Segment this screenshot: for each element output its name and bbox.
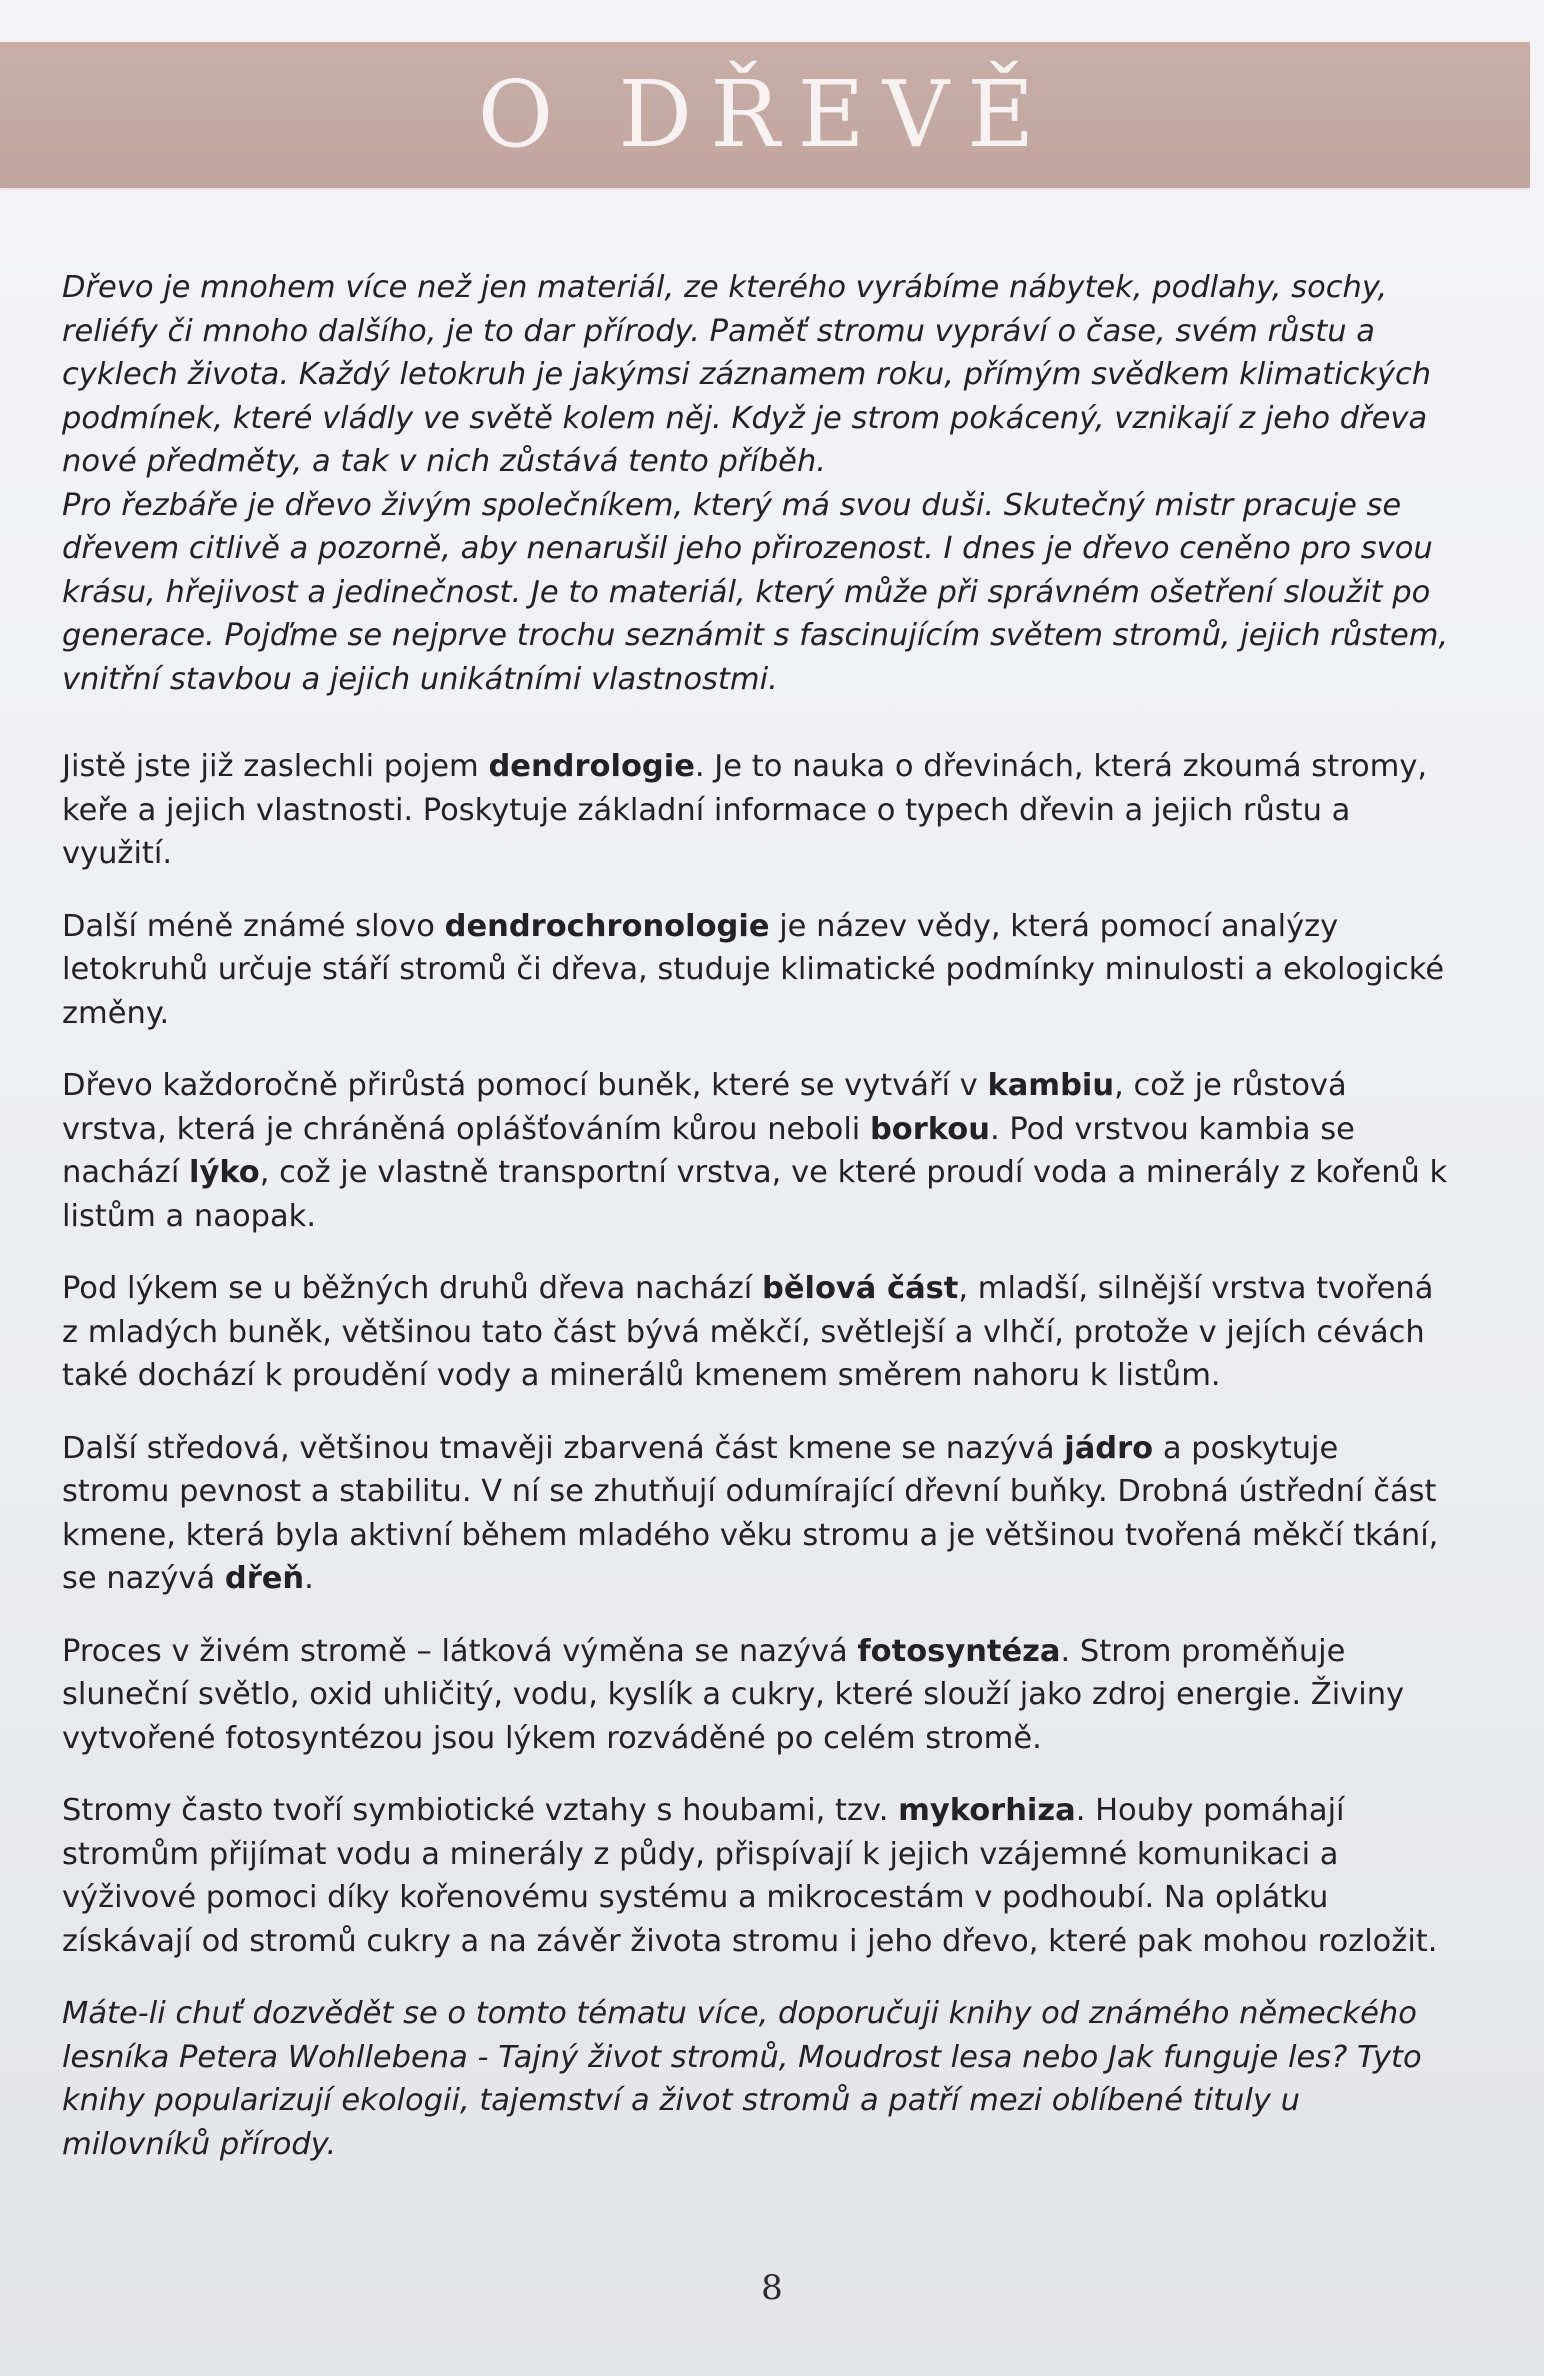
body-paragraph-kambium: [62, 1064, 1454, 1238]
paragraph-text: Pod lýkem se u běžných druhů dřeva nachází: [62, 1271, 762, 1306]
title-banner: [0, 42, 1530, 188]
paragraph-text: , mladší, silnější vrstva tvořená z mladých buněk, většinou tato část bývá měkčí, světlejší a vlhčí, protože v jejích cévách také dochází k proudění vody a minerálů kmenem směrem nahoru k listům.: [62, 1271, 1434, 1393]
paragraph-text: . Houby pomáhají stromům přijímat vodu a minerály z půdy, přispívají k jejich vzájemné komunikaci a výživové pomoci díky kořenovému systému a mikrocestám v podhoubí. Na oplátku získávají od stromů cukry a na závěr života stromu i jeho dřevo, které pak mohou rozložit.: [62, 1793, 1438, 1959]
body-paragraph-fotosynteza: [62, 1630, 1454, 1761]
paragraph-text: Jistě jste již zaslechli pojem: [62, 749, 489, 784]
page-number: 8: [761, 2268, 783, 2308]
page-content: [62, 266, 1454, 2166]
page-title: O DŘEVĚ: [477, 61, 1053, 168]
paragraph-text: . Je to nauka o dřevinách, která zkoumá stromy, keře a jejich vlastnosti. Poskytuje základní informace o typech dřevin a jejich růstu a využití.: [62, 749, 1428, 871]
key-term: fotosyntéza: [857, 1633, 1061, 1669]
key-term: dendrologie: [488, 749, 695, 784]
key-term: jádro: [1064, 1430, 1154, 1466]
intro-paragraph: Dřevo je mnohem více než jen materiál, ze kterého vyrábíme nábytek, podlahy, sochy, reliéfy či mnoho dalšího, je to dar přírody. Paměť stromu vypráví o čase, svém růstu a cyklech života. Každý letokruh je jakýmsi záznamem roku, přímým svědkem klimatických podmínek, které vládly ve světě kolem něj. Když je strom pokácený, vznikají z jeho dřeva nové předměty, a tak v nich zůstává tento příběh.: [62, 270, 1432, 479]
body-paragraph-mykorhiza: [62, 1789, 1454, 1963]
closing-recommendation: Máte-li chuť dozvědět se o tomto tématu více, doporučuji knihy od známého německého lesníka Petera Wohllebena - Tajný život stromů, Moudrost lesa nebo Jak funguje les? Tyto knihy popularizují ekologii, tajemství a život stromů a patří mezi oblíbené tituly u milovníků přírody.: [62, 1996, 1422, 2162]
paragraph-text: Další středová, většinou tmavěji zbarvená část kmene se nazývá: [62, 1430, 1065, 1466]
key-term: lýko: [189, 1155, 260, 1190]
paragraph-text: Dřevo každoročně přirůstá pomocí buněk, které se vytváří v: [62, 1068, 988, 1103]
paragraph-text: Proces v živém stromě – látková výměna se nazývá: [62, 1633, 858, 1669]
intro-text: [62, 266, 1454, 701]
paragraph-text: a poskytuje stromu pevnost a stabilitu. V ní se zhutňují odumírající dřevní buňky. Drobná ústřední část kmene, která byla aktivní během mladého věku stromu a je většinou tvořená měkčí tkání, se nazývá: [62, 1430, 1439, 1596]
paragraph-text: , což je růstová vrstva, která je chráněná oplášťováním kůrou neboli: [62, 1068, 1347, 1147]
paragraph-text: Stromy často tvoří symbiotické vztahy s houbami, tzv.: [62, 1793, 899, 1828]
paragraph-text: je název vědy, která pomocí analýzy letokruhů určuje stáří stromů či dřeva, studuje klimatické podmínky minulosti a ekologické změny.: [62, 908, 1445, 1031]
paragraph-text: . Pod vrstvou kambia se nachází: [62, 1111, 1355, 1190]
body-paragraph-dendrologie: [62, 745, 1454, 876]
body-paragraph-jadro: [62, 1427, 1454, 1601]
paragraph-text: Další méně známé slovo: [62, 908, 445, 944]
key-term: kambiu: [987, 1068, 1115, 1103]
key-term: bělová část: [761, 1271, 959, 1306]
paragraph-text: . Strom proměňuje sluneční světlo, oxid uhličitý, vodu, kyslík a cukry, které slouží jako zdroj energie. Živiny vytvořené fotosyntézou jsou lýkem rozváděné po celém stromě.: [62, 1633, 1405, 1756]
body-paragraph-dendrochronologie: [62, 905, 1454, 1036]
paragraph-text: .: [304, 1561, 314, 1596]
key-term: borkou: [869, 1111, 990, 1147]
paragraph-text: , což je vlastně transportní vrstva, ve které proudí voda a minerály z kořenů k listům a naopak.: [62, 1155, 1448, 1234]
intro-paragraph: Pro řezbáře je dřevo živým společníkem, který má svou duši. Skutečný mistr pracuje se dřevem citlivě a pozorně, aby nenarušil jeho přirozenost. I dnes je dřevo ceněno pro svou krásu, hřejivost a jedinečnost. Je to materiál, který může při správném ošetření sloužit po generace. Pojďme se nejprve trochu seznámit s fascinujícím světem stromů, jejich růstem, vnitřní stavbou a jejich unikátními vlastnostmi.: [62, 487, 1449, 697]
key-term: dřeň: [224, 1561, 305, 1596]
key-term: mykorhiza: [898, 1793, 1076, 1828]
body-paragraph-belova-cast: [62, 1267, 1454, 1398]
key-term: dendrochronologie: [444, 908, 770, 944]
